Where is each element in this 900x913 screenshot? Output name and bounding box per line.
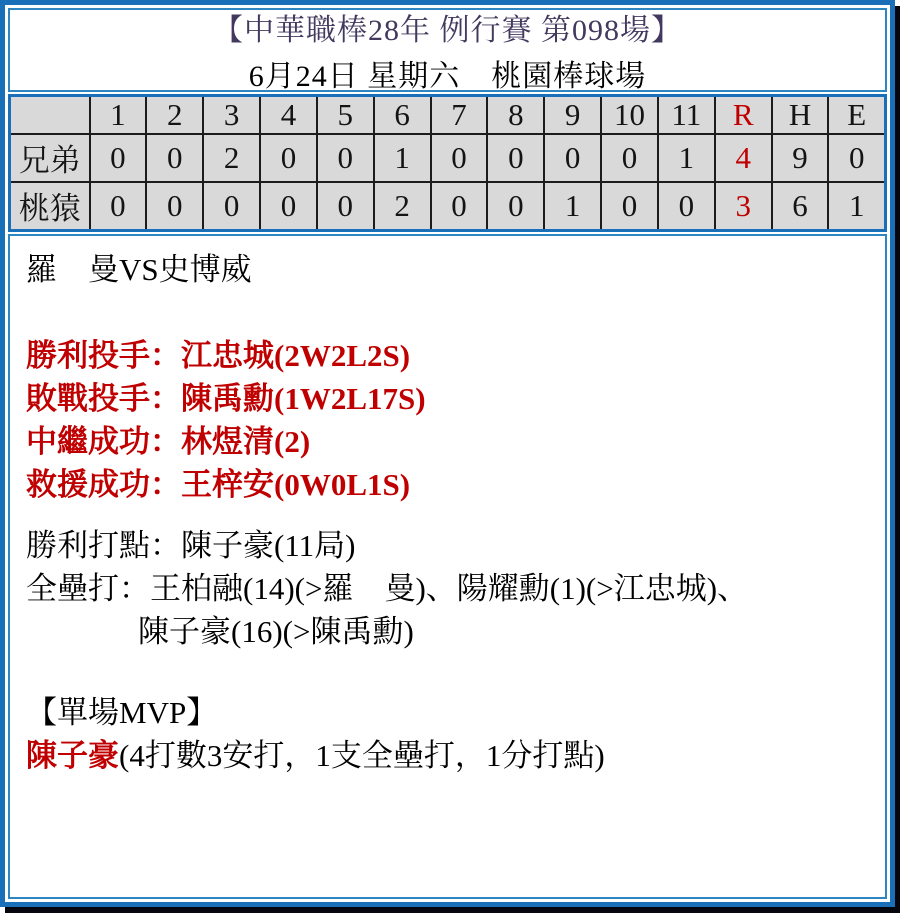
inning-header-cell: 8 xyxy=(487,96,544,135)
team-header-cell xyxy=(10,96,90,135)
spacer xyxy=(26,291,869,334)
inning-header-cell: 9 xyxy=(544,96,601,135)
inning-score-cell: 1 xyxy=(658,134,715,182)
inning-score-cell: 2 xyxy=(374,182,431,231)
winning-rbi: 勝利打點：陳子豪(11局) xyxy=(26,528,356,563)
mvp-line xyxy=(26,734,869,777)
hold-pitcher: 中繼成功：林煜清(2) xyxy=(26,424,311,459)
game-title: 【中華職棒28年 例行賽 第098場】 xyxy=(213,14,682,47)
game-summary-box xyxy=(8,234,887,899)
inning-header-cell: 2 xyxy=(146,96,203,135)
errors-cell: 1 xyxy=(828,182,885,231)
summary-header-cell-R: R xyxy=(715,96,772,135)
scoreboard-header-row xyxy=(10,96,886,135)
scoreboard-table xyxy=(8,94,887,232)
inning-score-cell: 0 xyxy=(601,182,658,231)
inning-score-cell: 0 xyxy=(146,182,203,231)
inning-header-cell: 10 xyxy=(601,96,658,135)
summary-header-cell-H: H xyxy=(772,96,829,135)
team-score-row xyxy=(10,134,886,182)
winning-pitcher: 勝利投手：江忠城(2W2L2S) xyxy=(26,338,411,373)
home-runs-line1: 全壘打：王柏融(14)(>羅 曼)、陽耀勳(1)(>江忠城)、 xyxy=(26,571,749,606)
inning-header-cell: 4 xyxy=(260,96,317,135)
inning-header-cell: 11 xyxy=(658,96,715,135)
inning-score-cell: 0 xyxy=(260,182,317,231)
runs-cell: 4 xyxy=(715,134,772,182)
inning-score-cell: 1 xyxy=(544,182,601,231)
home-runs-line2: 陳子豪(16)(>陳禹勳) xyxy=(138,614,414,649)
team-name-cell: 兄弟 xyxy=(10,134,90,182)
inning-header-cell: 7 xyxy=(431,96,488,135)
inning-score-cell: 0 xyxy=(146,134,203,182)
runs-cell: 3 xyxy=(715,182,772,231)
inning-score-cell: 0 xyxy=(487,134,544,182)
inning-score-cell: 1 xyxy=(374,134,431,182)
mvp-title: 【單場MVP】 xyxy=(26,695,218,730)
inning-header-cell: 6 xyxy=(374,96,431,135)
team-name-cell: 桃猿 xyxy=(10,182,90,231)
game-header-box xyxy=(8,8,887,92)
inning-header-cell: 3 xyxy=(203,96,260,135)
save-pitcher: 救援成功：王梓安(0W0L1S) xyxy=(26,467,411,502)
inning-score-cell: 0 xyxy=(317,134,374,182)
inning-score-cell: 0 xyxy=(601,134,658,182)
game-date-venue: 6月24日 星期六 桃園棒球場 xyxy=(248,60,647,93)
inning-score-cell: 0 xyxy=(431,182,488,231)
inning-header-cell: 1 xyxy=(90,96,147,135)
inning-score-cell: 0 xyxy=(487,182,544,231)
inning-header-cell: 5 xyxy=(317,96,374,135)
hits-cell: 6 xyxy=(772,182,829,231)
hits-cell: 9 xyxy=(772,134,829,182)
mvp-stats: (4打數3安打，1支全壘打，1分打點) xyxy=(119,738,605,773)
summary-header-cell-E: E xyxy=(828,96,885,135)
spacer xyxy=(26,653,869,691)
team-score-row xyxy=(10,182,886,231)
inning-score-cell: 0 xyxy=(203,182,260,231)
spacer xyxy=(26,506,869,524)
inning-score-cell: 0 xyxy=(317,182,374,231)
inning-score-cell: 0 xyxy=(90,134,147,182)
scoreboard-wrapper xyxy=(8,94,887,232)
inning-score-cell: 2 xyxy=(203,134,260,182)
inning-score-cell: 0 xyxy=(544,134,601,182)
inning-score-cell: 0 xyxy=(260,134,317,182)
inning-score-cell: 0 xyxy=(90,182,147,231)
starting-pitchers: 羅 曼VS史博威 xyxy=(26,252,252,287)
scoreboard-body xyxy=(10,134,886,231)
inning-score-cell: 0 xyxy=(658,182,715,231)
mvp-player-name: 陳子豪 xyxy=(26,738,119,773)
errors-cell: 0 xyxy=(828,134,885,182)
inning-score-cell: 0 xyxy=(431,134,488,182)
losing-pitcher: 敗戰投手：陳禹勳(1W2L17S) xyxy=(26,381,426,416)
